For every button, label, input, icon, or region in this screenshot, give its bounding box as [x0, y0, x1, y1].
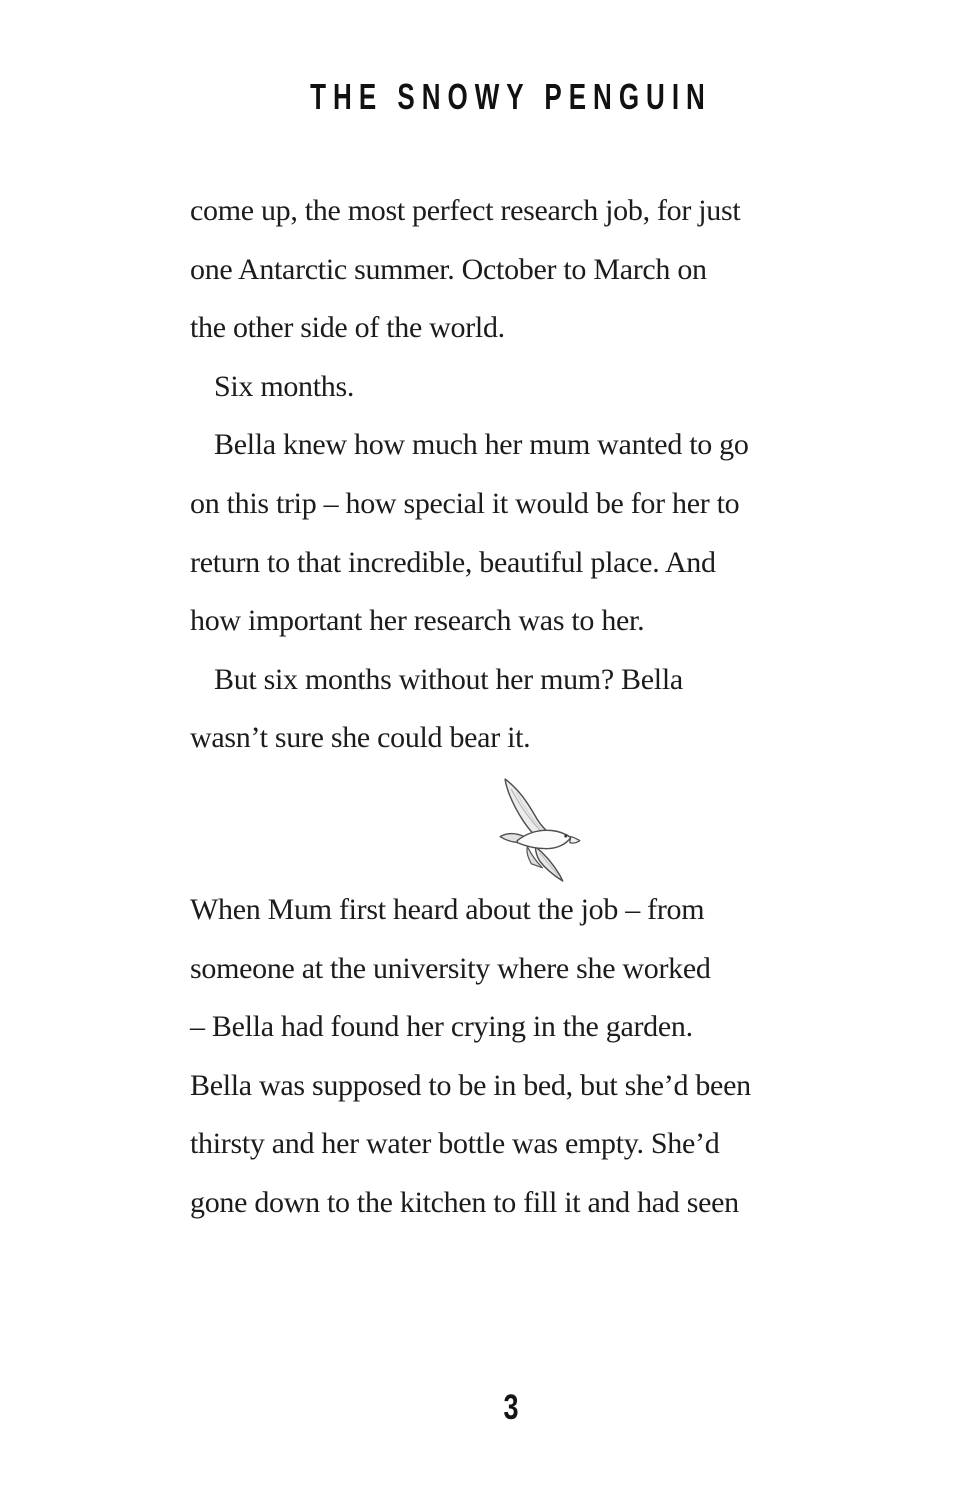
text-line: But six months without her mum? Bella	[214, 662, 683, 696]
text-line: Bella was supposed to be in bed, but she’d been	[190, 1068, 751, 1102]
flying-seabird-icon	[496, 776, 584, 882]
text-line: Bella knew how much her mum wanted to go	[214, 428, 749, 462]
text-line: the other side of the world.	[190, 311, 505, 345]
text-line: how important her research was to her.	[190, 604, 645, 638]
text-line: Six months.	[214, 369, 355, 403]
scene-break-divider	[190, 776, 832, 882]
text-line: thirsty and her water bottle was empty. She’d	[190, 1127, 720, 1161]
content-column	[190, 0, 832, 1500]
text-line: wasn’t sure she could bear it.	[190, 721, 531, 755]
text-line: on this trip – how special it would be for her to	[190, 486, 740, 520]
text-block-lower	[190, 881, 832, 1233]
text-line: When Mum first heard about the job – from	[190, 893, 705, 926]
text-block-upper	[190, 182, 832, 768]
text-line: – Bella had found her crying in the garden.	[190, 1010, 693, 1044]
text-line: one Antarctic summer. October to March on	[190, 252, 707, 286]
text-line: someone at the university where she worked	[190, 951, 711, 985]
text-line: come up, the most perfect research job, for just	[190, 194, 741, 227]
text-line: return to that incredible, beautiful place. And	[190, 545, 716, 579]
page-number: 3	[503, 1388, 519, 1427]
running-header-title: THE SNOWY PENGUIN	[310, 76, 712, 118]
text-line: gone down to the kitchen to fill it and had seen	[190, 1185, 739, 1219]
